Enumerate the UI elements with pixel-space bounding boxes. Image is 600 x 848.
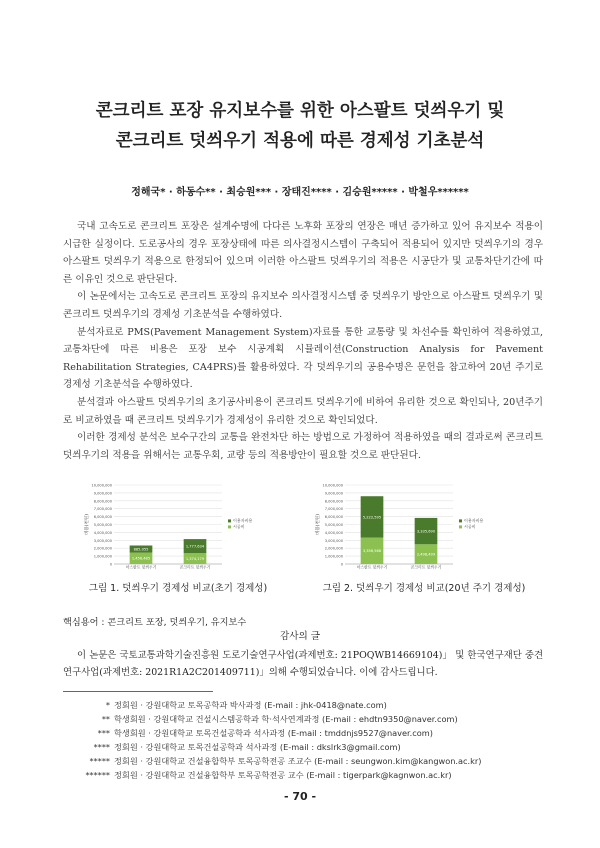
x-tick-label: 콘크리트 덧씌우기 bbox=[410, 564, 442, 570]
abstract-paragraph: 분석자료로 PMS(Pavement Management System)자료를 통한 교통량 및 차선수를 확인하여 적용하였고, 교통차단에 따른 비용은 포장 보수 시공계획 시뮬레이션(Construction Analysis for Pavement Rehabilitation Strategies, CA4PRS)를 활용하였다. 각 덧씌우기의 공용수명은 문헌을 참고하여 20년 주기로 경제성 기초분석을 수행하였다. bbox=[63, 326, 543, 391]
footnote: *** 학생회원 · 강원대학교 토목건설공학과 석사과정 (E-mail : tmddnjs9527@naver.com) bbox=[97, 728, 433, 738]
data-label: 2,498,499 bbox=[416, 552, 436, 557]
y-tick-label: 8,000,000 bbox=[324, 499, 343, 504]
y-tick-label: 10,000,000 bbox=[91, 483, 112, 488]
abstract bbox=[63, 218, 543, 464]
figure-1-svg bbox=[82, 482, 272, 572]
data-label: 3,335,690 bbox=[416, 529, 436, 534]
y-tick-label: 1,000,000 bbox=[93, 554, 112, 559]
footnote: * 정회원 · 강원대학교 토목공학과 박사과정 (E-mail : jhk-0418@nate.com) bbox=[105, 700, 387, 710]
y-tick-label: 7,000,000 bbox=[93, 507, 112, 512]
footnote: ** 학생회원 · 강원대학교 건설시스템공학과 학·석사연계과정 (E-mail : ehdtn9350@naver.com) bbox=[101, 714, 458, 724]
abstract-paragraph: 분석결과 아스팔트 덧씌우기의 초기공사비용이 콘크리트 덧씌우기에 비하여 유리한 것으로 확인되나, 20년주기로 비교하였을 때 콘크리트 덧씌우기가 경제성이 유리한 것으로 확인되었다. bbox=[63, 396, 543, 426]
figure-2-caption: 그림 2. 덧씌우기 경제성 비교(20년 주기 경제성) bbox=[322, 583, 526, 594]
figure-1-caption: 그림 1. 덧씌우기 경제성 비교(초기 경제성) bbox=[88, 583, 268, 594]
footnotes bbox=[63, 698, 543, 782]
abstract-paragraph: 국내 고속도로 콘크리트 포장은 설계수명에 다다른 노후화 포장의 연장은 매년 증가하고 있어 유지보수 적용이 시급한 실정이다. 도로공사의 경우 포장상태에 따른 의사결정시스템이 구축되어 적용되어 있지만 덧씌우기의 경우 아스팔트 덧씌우기 적용으로 한정되어 있으며 이러한 아스팔트 덧씌우기의 적용은 시공단가 및 교통차단기간에 따른 이유인 것으로 판단된다. bbox=[63, 221, 543, 285]
footnote: **** 정회원 · 강원대학교 토목건설공학과 석사과정 (E-mail : dkslrk3@gmail.com) bbox=[93, 742, 401, 752]
legend-swatch bbox=[228, 525, 231, 528]
data-label: 3,356,568 bbox=[362, 549, 382, 554]
data-label: 5,222,595 bbox=[362, 515, 382, 520]
x-tick-label: 아스팔트 덧씌우기 bbox=[125, 564, 157, 570]
author-list: 정해국* · 하동수** · 최승원*** · 장태진**** · 김승원***** · 박철우****** bbox=[131, 187, 469, 198]
data-label: 1,374,179 bbox=[185, 556, 205, 561]
y-tick-label: 4,000,000 bbox=[93, 530, 112, 535]
x-tick-label: 아스팔트 덧씌우기 bbox=[356, 564, 388, 570]
y-tick-label: 9,000,000 bbox=[93, 491, 112, 496]
acknowledgement-text bbox=[63, 647, 543, 681]
data-label: 1,456,485 bbox=[131, 556, 151, 561]
acknowledgement-heading: 감사의 글 bbox=[279, 631, 321, 642]
data-label: 1,777,634 bbox=[185, 544, 205, 549]
y-axis-label: 비용(천원) bbox=[316, 514, 321, 535]
y-tick-label: 3,000,000 bbox=[324, 538, 343, 543]
y-tick-label: 8,000,000 bbox=[93, 499, 112, 504]
x-tick-label: 콘크리트 덧씌우기 bbox=[179, 564, 211, 570]
y-tick-label: 3,000,000 bbox=[93, 538, 112, 543]
legend-swatch bbox=[459, 525, 462, 528]
page-number: - 70 - bbox=[283, 790, 317, 803]
footnote: ****** 정회원 · 강원대학교 건설융합학부 토목공학전공 교수 (E-mail : tigerpark@kagnwon.ac.kr) bbox=[85, 770, 452, 780]
y-tick-label: 6,000,000 bbox=[324, 515, 343, 520]
legend-swatch bbox=[459, 519, 462, 522]
y-tick-label: 10,000,000 bbox=[322, 483, 343, 488]
legend-entry: 이용자비용 bbox=[233, 518, 253, 523]
figure-2-svg bbox=[313, 482, 503, 572]
footnote: ***** 정회원 · 강원대학교 건설융합학부 토목공학전공 조교수 (E-mail : seungwon.kim@kangwon.ac.kr) bbox=[89, 756, 482, 766]
footnote-divider bbox=[63, 691, 213, 692]
figure-2-chart bbox=[313, 482, 503, 572]
legend-swatch bbox=[228, 519, 231, 522]
y-tick-label: 5,000,000 bbox=[93, 523, 112, 527]
y-tick-label: 9,000,000 bbox=[324, 491, 343, 496]
y-axis-label: 비용(천원) bbox=[85, 514, 90, 535]
y-tick-label: 6,000,000 bbox=[93, 515, 112, 520]
y-tick-label: 0 bbox=[340, 562, 343, 567]
legend-entry: 시공비 bbox=[233, 524, 245, 529]
figure-1-chart bbox=[82, 482, 272, 572]
legend-entry: 시공비 bbox=[464, 524, 476, 529]
y-tick-label: 2,000,000 bbox=[324, 546, 343, 551]
y-tick-label: 4,000,000 bbox=[324, 530, 343, 535]
y-tick-label: 5,000,000 bbox=[324, 523, 343, 527]
acknowledgement-paragraph: 이 논문은 국토교통과학기술진흥원 도로기술연구사업(과제번호: 21POQWB14669104)」 및 한국연구재단 중견연구사업(과제번호: 2021R1A2C201409711)」의해 수행되었습니다. 이에 감사드립니다. bbox=[63, 650, 543, 678]
keywords: 핵심용어 : 콘크리트 포장, 덧씌우기, 유지보수 bbox=[63, 617, 247, 628]
y-tick-label: 0 bbox=[109, 562, 112, 567]
paper-title-line-2: 콘크리트 덧씌우기 적용에 따른 경제성 기초분석 bbox=[115, 131, 485, 151]
legend-entry: 이용자비용 bbox=[464, 518, 484, 523]
abstract-paragraph: 이러한 경제성 분석은 보수구간의 교통을 완전차단 하는 방법으로 가정하여 적용하였을 때의 결과로써 콘크리트 덧씌우기의 적용을 위해서는 교통우회, 교량 등의 적용방안이 필요할 것으로 판단된다. bbox=[63, 432, 543, 461]
y-tick-label: 7,000,000 bbox=[324, 507, 343, 512]
abstract-paragraph: 이 논문에서는 고속도로 콘크리트 포장의 유지보수 의사결정시스템 중 덧씌우기 방안으로 아스팔트 덧씌우기 및 콘크리트 덧씌우기의 경제성 기초분석을 수행하였다. bbox=[63, 291, 543, 320]
y-tick-label: 2,000,000 bbox=[93, 546, 112, 551]
paper-title-line-1: 콘크리트 포장 유지보수를 위한 아스팔트 덧씌우기 및 bbox=[95, 101, 505, 121]
y-tick-label: 1,000,000 bbox=[324, 554, 343, 559]
data-label: 885,055 bbox=[133, 547, 149, 552]
